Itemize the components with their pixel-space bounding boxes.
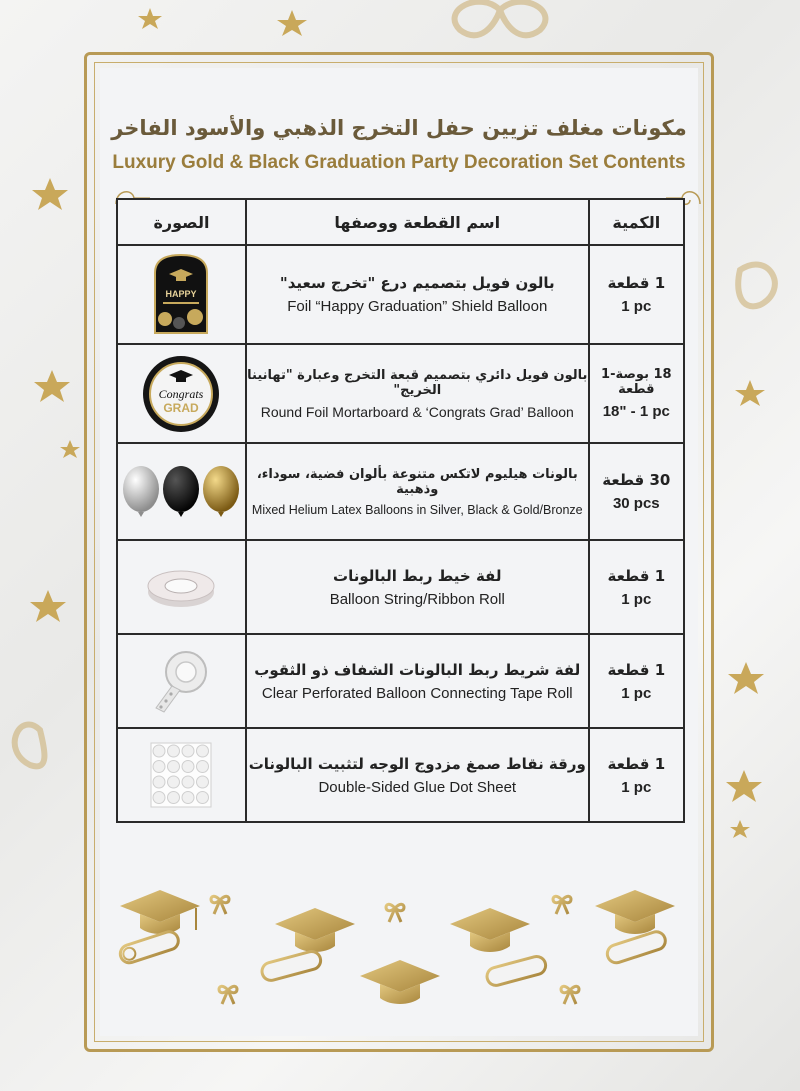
latex-balloons-icon — [121, 462, 241, 522]
item-name-arabic: بالونات هيليوم لاتكس متنوعة بألوان فضية، سوداء، وذهبية — [256, 466, 578, 497]
ribbon-roll-icon — [141, 562, 221, 612]
glue-dot — [168, 761, 180, 773]
image-cell — [117, 634, 246, 728]
graduation-cap-icon — [595, 890, 675, 934]
column-header-name: اسم القطعة ووصفها — [246, 199, 589, 245]
glue-dot — [182, 792, 194, 804]
quantity-arabic: 30 قطعة — [602, 471, 671, 489]
glue-dot — [197, 792, 209, 804]
glue-dot — [197, 761, 209, 773]
image-cell — [117, 443, 246, 540]
quantity-arabic: 18 بوصة-1 قطعة — [601, 367, 672, 397]
item-name-english: Mixed Helium Latex Balloons in Silver, Black & Gold/Bronze — [251, 502, 583, 517]
quantity-english: 30 pcs — [612, 495, 660, 512]
image-cell — [117, 728, 246, 822]
diploma-scroll-icon — [485, 954, 548, 987]
image-cell — [117, 344, 246, 443]
diploma-scroll-icon — [118, 929, 181, 965]
glue-dot — [153, 745, 165, 757]
graduation-cap-icon — [360, 960, 440, 1004]
glue-dot — [182, 745, 194, 757]
diploma-scroll-icon — [260, 949, 323, 982]
bow-icon — [386, 904, 404, 922]
glue-dot — [182, 776, 194, 788]
glue-dot — [168, 745, 180, 757]
quantity-arabic: 1 قطعة — [607, 754, 666, 773]
round-balloon-text-1: Congrats — [159, 386, 204, 401]
item-name-arabic: بالون فويل دائري بتصميم قبعة التخرج وعبارة "تهانينا الخريج" — [247, 367, 588, 398]
item-name-english: Round Foil Mortarboard & ‘Congrats Grad’ Balloon — [260, 403, 574, 420]
table-row — [117, 634, 684, 728]
quantity-english: 1 pc — [621, 590, 652, 608]
glue-dot — [168, 776, 180, 788]
shield-balloon-icon — [149, 253, 213, 337]
quantity-cell — [589, 634, 684, 728]
name-cell — [246, 634, 589, 728]
quantity-cell — [589, 344, 684, 443]
item-name-english: Balloon String/Ribbon Roll — [329, 590, 505, 608]
table-row — [117, 728, 684, 822]
graduation-cap-icon — [275, 908, 355, 952]
table-row — [117, 344, 684, 443]
graduation-decoration — [100, 870, 698, 1030]
table-row — [117, 443, 684, 540]
bow-icon — [219, 986, 237, 1004]
quantity-english: 1 pc — [621, 684, 652, 702]
contents-table — [116, 198, 685, 823]
table-header-row — [117, 199, 684, 245]
quantity-english: 1 pc — [621, 778, 652, 796]
quantity-english: 1 pc — [621, 298, 652, 315]
name-cell — [246, 245, 589, 344]
page-title-english: Luxury Gold & Black Graduation Party Decoration Set Contents — [112, 152, 686, 173]
item-name-arabic: لفة خيط ربط البالونات — [333, 566, 502, 585]
quantity-arabic: 1 قطعة — [607, 566, 666, 585]
quantity-arabic: 1 قطعة — [607, 274, 666, 292]
glue-dot — [168, 792, 180, 804]
glue-dots-icon — [150, 742, 212, 808]
item-name-english: Clear Perforated Balloon Connecting Tape Roll — [261, 684, 573, 702]
diploma-scroll-icon — [605, 929, 668, 965]
bow-icon — [553, 896, 571, 914]
quantity-cell — [589, 540, 684, 634]
quantity-arabic: 1 قطعة — [607, 660, 666, 679]
item-name-arabic: بالون فويل بتصميم درع "تخرج سعيد" — [279, 274, 555, 292]
name-cell — [246, 728, 589, 822]
shield-balloon-text: HAPPY — [165, 288, 197, 299]
item-name-arabic: ورقة نقاط صمغ مزدوج الوجه لتثبيت البالونات — [248, 754, 586, 773]
name-cell — [246, 540, 589, 634]
round-balloon-icon — [140, 353, 222, 435]
bow-icon — [561, 986, 579, 1004]
table-row — [117, 245, 684, 344]
quantity-cell — [589, 728, 684, 822]
image-cell — [117, 245, 246, 344]
item-name-english: Double-Sided Glue Dot Sheet — [318, 778, 517, 796]
round-balloon-text-2: GRAD — [163, 400, 200, 415]
glue-dot — [153, 761, 165, 773]
item-name-english: Foil “Happy Graduation” Shield Balloon — [287, 298, 548, 315]
quantity-cell — [589, 443, 684, 540]
bow-icon — [211, 896, 229, 914]
page-title-arabic: مكونات مغلف تزيين حفل التخرج الذهبي والأسود الفاخر — [111, 116, 687, 140]
name-cell — [246, 443, 589, 540]
column-header-image: الصورة — [117, 199, 246, 245]
name-cell — [246, 344, 589, 443]
quantity-cell — [589, 245, 684, 344]
glue-dot — [153, 792, 165, 804]
tape-roll-icon — [146, 646, 216, 716]
column-header-quantity: الكمية — [589, 199, 684, 245]
graduation-cap-icon — [450, 908, 530, 952]
glue-dot — [197, 745, 209, 757]
image-cell — [117, 540, 246, 634]
glue-dot — [197, 776, 209, 788]
glue-dot — [153, 776, 165, 788]
quantity-english: 18" - 1 pc — [602, 403, 670, 420]
graduation-cap-icon — [120, 890, 200, 934]
table-row — [117, 540, 684, 634]
glue-dot — [182, 761, 194, 773]
item-name-arabic: لفة شريط ربط البالونات الشفاف ذو الثقوب — [254, 660, 581, 679]
